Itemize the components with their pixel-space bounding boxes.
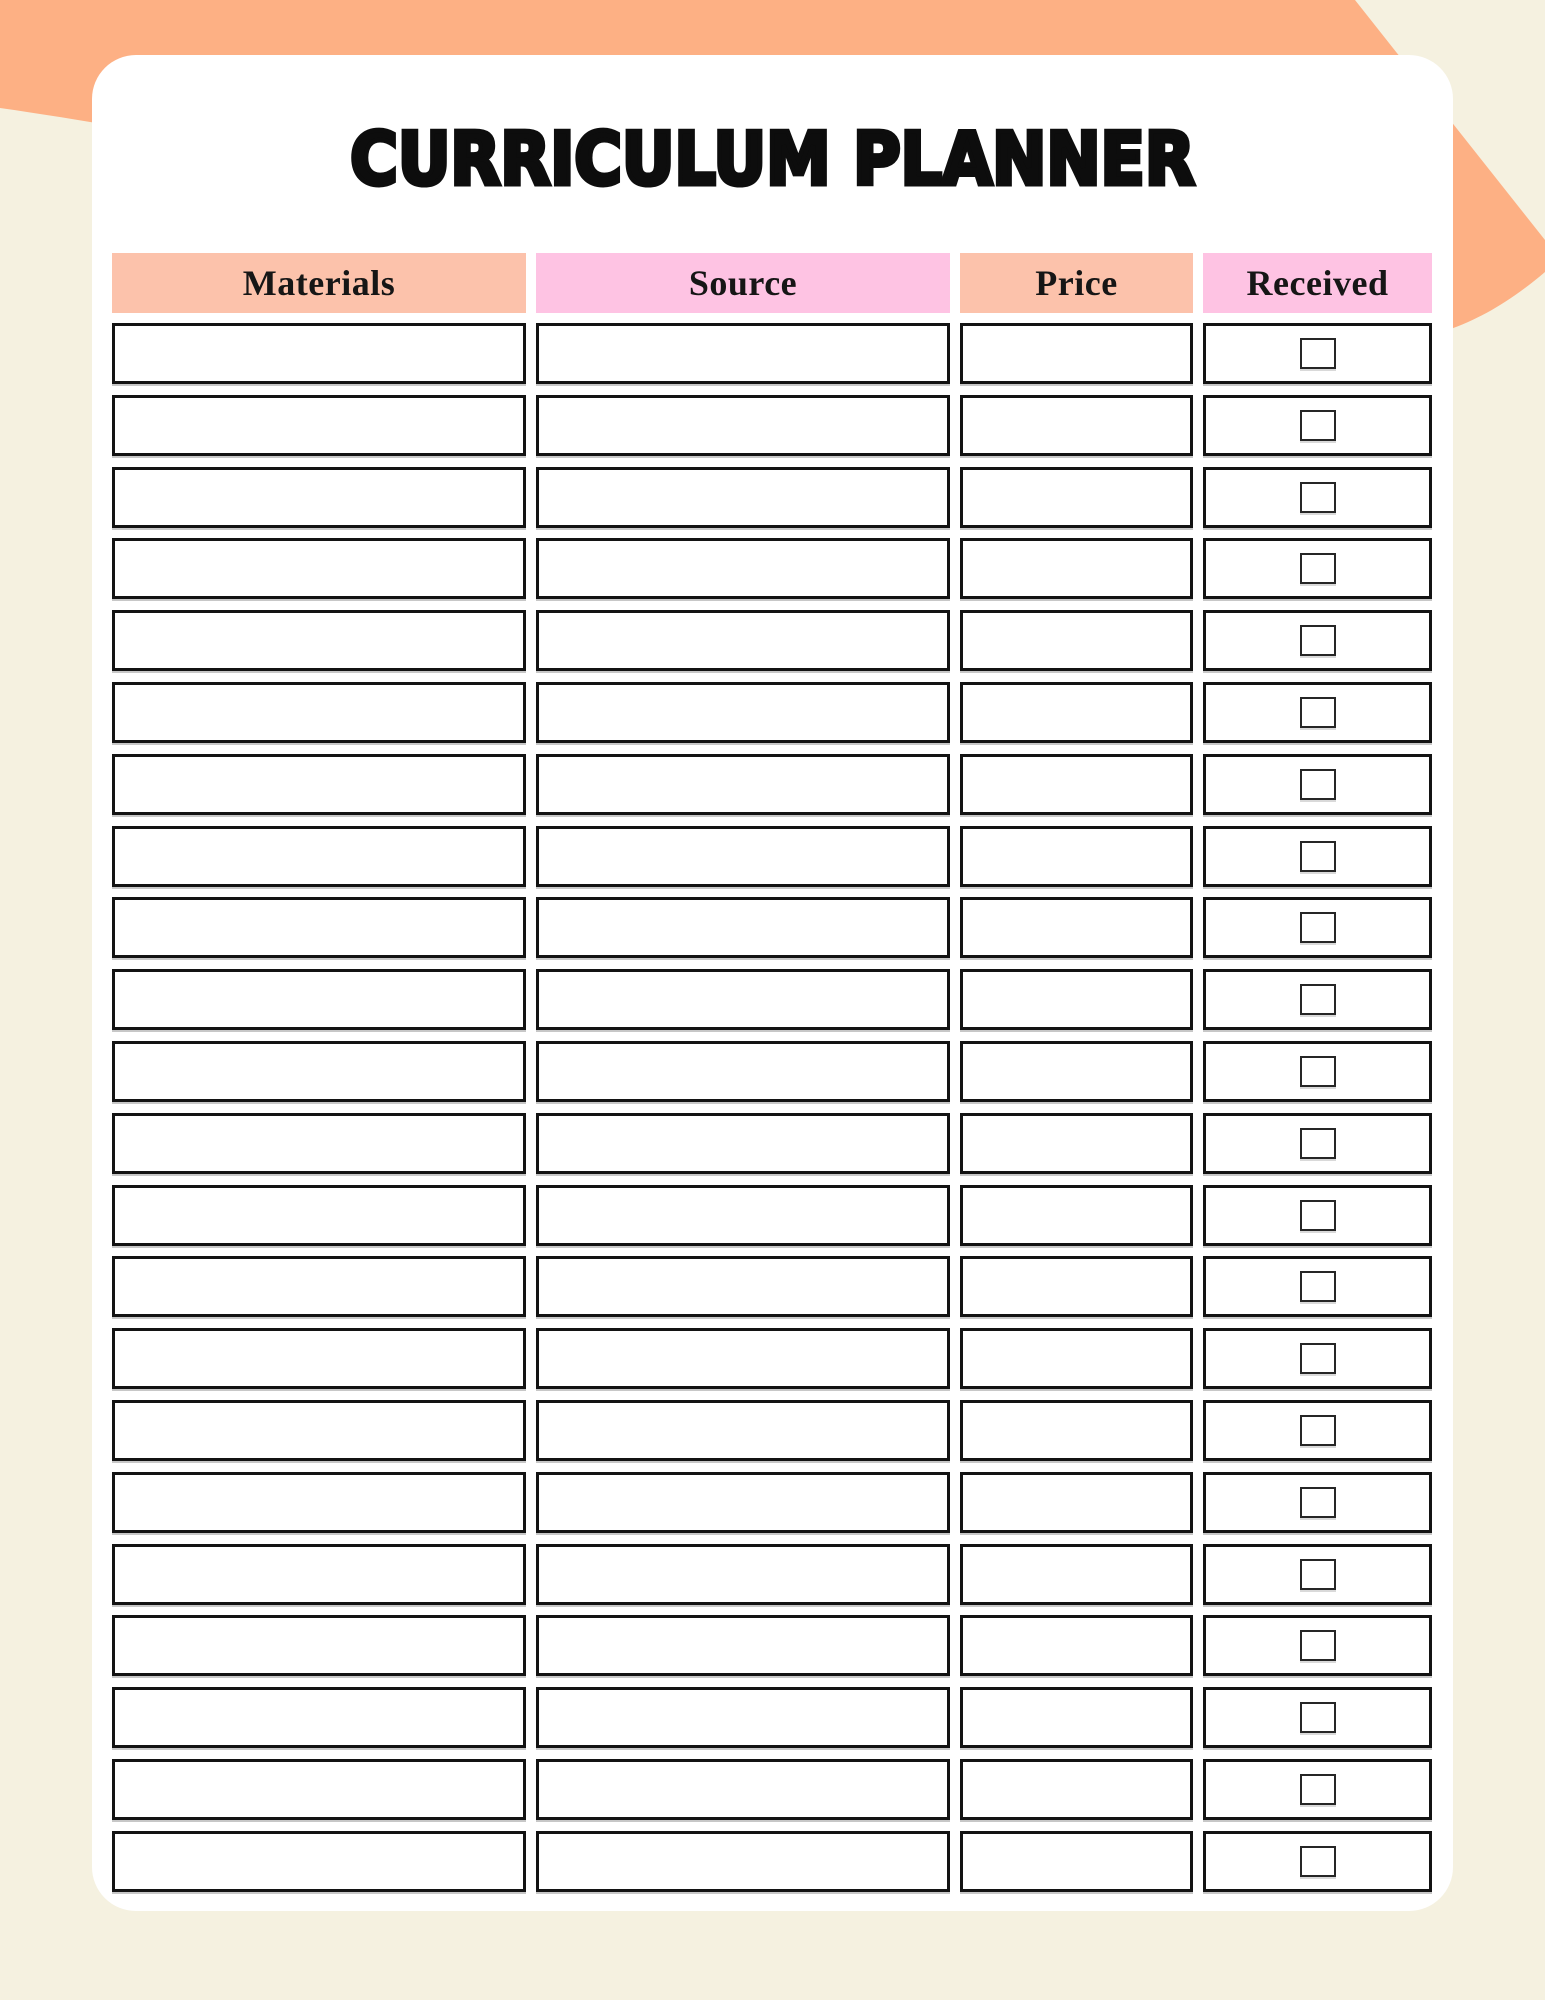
received-cell bbox=[1203, 1615, 1432, 1676]
source-cell[interactable] bbox=[536, 323, 950, 384]
source-cell[interactable] bbox=[536, 395, 950, 456]
price-cell[interactable] bbox=[960, 1328, 1193, 1389]
source-cell[interactable] bbox=[536, 1615, 950, 1676]
page-title: CURRICULUM PLANNER bbox=[350, 117, 1195, 201]
source-cell[interactable] bbox=[536, 754, 950, 815]
materials-cell[interactable] bbox=[112, 467, 526, 528]
materials-cell[interactable] bbox=[112, 1472, 526, 1533]
materials-cell[interactable] bbox=[112, 538, 526, 599]
price-cell[interactable] bbox=[960, 610, 1193, 671]
received-cell bbox=[1203, 1041, 1432, 1102]
received-cell bbox=[1203, 323, 1432, 384]
received-checkbox[interactable] bbox=[1300, 1271, 1336, 1302]
received-cell bbox=[1203, 826, 1432, 887]
price-cell[interactable] bbox=[960, 1615, 1193, 1676]
source-cell[interactable] bbox=[536, 897, 950, 958]
materials-cell[interactable] bbox=[112, 754, 526, 815]
materials-cell[interactable] bbox=[112, 1831, 526, 1892]
price-cell[interactable] bbox=[960, 395, 1193, 456]
received-cell bbox=[1203, 610, 1432, 671]
received-cell bbox=[1203, 1400, 1432, 1461]
source-cell[interactable] bbox=[536, 682, 950, 743]
column-header-received: Received bbox=[1203, 253, 1432, 313]
materials-cell[interactable] bbox=[112, 682, 526, 743]
materials-cell[interactable] bbox=[112, 897, 526, 958]
price-cell[interactable] bbox=[960, 467, 1193, 528]
table-body bbox=[112, 323, 1432, 1892]
price-cell[interactable] bbox=[960, 1759, 1193, 1820]
received-cell bbox=[1203, 538, 1432, 599]
received-cell bbox=[1203, 1256, 1432, 1317]
materials-cell[interactable] bbox=[112, 1615, 526, 1676]
received-cell bbox=[1203, 1759, 1432, 1820]
received-checkbox[interactable] bbox=[1300, 410, 1336, 441]
price-cell[interactable] bbox=[960, 323, 1193, 384]
price-cell[interactable] bbox=[960, 1472, 1193, 1533]
received-checkbox[interactable] bbox=[1300, 1200, 1336, 1231]
price-cell[interactable] bbox=[960, 682, 1193, 743]
source-cell[interactable] bbox=[536, 1472, 950, 1533]
received-checkbox[interactable] bbox=[1300, 553, 1336, 584]
source-cell[interactable] bbox=[536, 1113, 950, 1174]
source-cell[interactable] bbox=[536, 1328, 950, 1389]
received-checkbox[interactable] bbox=[1300, 1487, 1336, 1518]
received-checkbox[interactable] bbox=[1300, 338, 1336, 369]
column-header-materials: Materials bbox=[112, 253, 526, 313]
column-header-price: Price bbox=[960, 253, 1193, 313]
materials-cell[interactable] bbox=[112, 969, 526, 1030]
source-cell[interactable] bbox=[536, 969, 950, 1030]
received-checkbox[interactable] bbox=[1300, 984, 1336, 1015]
received-cell bbox=[1203, 1831, 1432, 1892]
received-cell bbox=[1203, 1113, 1432, 1174]
received-checkbox[interactable] bbox=[1300, 697, 1336, 728]
received-cell bbox=[1203, 1687, 1432, 1748]
source-cell[interactable] bbox=[536, 610, 950, 671]
price-cell[interactable] bbox=[960, 1113, 1193, 1174]
received-checkbox[interactable] bbox=[1300, 1846, 1336, 1877]
materials-cell[interactable] bbox=[112, 1256, 526, 1317]
materials-cell[interactable] bbox=[112, 1041, 526, 1102]
received-cell bbox=[1203, 1185, 1432, 1246]
received-checkbox[interactable] bbox=[1300, 482, 1336, 513]
materials-cell[interactable] bbox=[112, 1544, 526, 1605]
source-cell[interactable] bbox=[536, 1041, 950, 1102]
materials-cell[interactable] bbox=[112, 323, 526, 384]
received-checkbox[interactable] bbox=[1300, 1630, 1336, 1661]
column-header-source: Source bbox=[536, 253, 950, 313]
received-cell bbox=[1203, 1328, 1432, 1389]
price-cell[interactable] bbox=[960, 1831, 1193, 1892]
received-cell bbox=[1203, 1472, 1432, 1533]
received-cell bbox=[1203, 395, 1432, 456]
source-cell[interactable] bbox=[536, 1687, 950, 1748]
source-cell[interactable] bbox=[536, 1185, 950, 1246]
source-cell[interactable] bbox=[536, 1759, 950, 1820]
received-checkbox[interactable] bbox=[1300, 912, 1336, 943]
price-cell[interactable] bbox=[960, 1544, 1193, 1605]
materials-cell[interactable] bbox=[112, 826, 526, 887]
price-cell[interactable] bbox=[960, 754, 1193, 815]
received-cell bbox=[1203, 1544, 1432, 1605]
price-cell[interactable] bbox=[960, 1687, 1193, 1748]
price-cell[interactable] bbox=[960, 826, 1193, 887]
source-cell[interactable] bbox=[536, 1544, 950, 1605]
materials-cell[interactable] bbox=[112, 1328, 526, 1389]
source-cell[interactable] bbox=[536, 1400, 950, 1461]
materials-cell[interactable] bbox=[112, 1687, 526, 1748]
received-checkbox[interactable] bbox=[1300, 769, 1336, 800]
source-cell[interactable] bbox=[536, 467, 950, 528]
price-cell[interactable] bbox=[960, 1400, 1193, 1461]
materials-cell[interactable] bbox=[112, 1400, 526, 1461]
received-checkbox[interactable] bbox=[1300, 1056, 1336, 1087]
received-cell bbox=[1203, 467, 1432, 528]
price-cell[interactable] bbox=[960, 1256, 1193, 1317]
materials-cell[interactable] bbox=[112, 610, 526, 671]
price-cell[interactable] bbox=[960, 1041, 1193, 1102]
source-cell[interactable] bbox=[536, 1831, 950, 1892]
price-cell[interactable] bbox=[960, 969, 1193, 1030]
received-checkbox[interactable] bbox=[1300, 841, 1336, 872]
materials-cell[interactable] bbox=[112, 1759, 526, 1820]
received-cell bbox=[1203, 969, 1432, 1030]
received-checkbox[interactable] bbox=[1300, 1559, 1336, 1590]
table-header-row bbox=[112, 253, 1432, 313]
price-cell[interactable] bbox=[960, 1185, 1193, 1246]
materials-cell[interactable] bbox=[112, 1113, 526, 1174]
planner-card bbox=[92, 55, 1453, 1911]
price-cell[interactable] bbox=[960, 897, 1193, 958]
planner-table bbox=[112, 253, 1432, 1892]
received-checkbox[interactable] bbox=[1300, 1774, 1336, 1805]
received-checkbox[interactable] bbox=[1300, 1128, 1336, 1159]
source-cell[interactable] bbox=[536, 1256, 950, 1317]
received-checkbox[interactable] bbox=[1300, 1343, 1336, 1374]
received-checkbox[interactable] bbox=[1300, 625, 1336, 656]
source-cell[interactable] bbox=[536, 826, 950, 887]
materials-cell[interactable] bbox=[112, 395, 526, 456]
materials-cell[interactable] bbox=[112, 1185, 526, 1246]
received-cell bbox=[1203, 754, 1432, 815]
price-cell[interactable] bbox=[960, 538, 1193, 599]
received-checkbox[interactable] bbox=[1300, 1415, 1336, 1446]
received-cell bbox=[1203, 682, 1432, 743]
source-cell[interactable] bbox=[536, 538, 950, 599]
received-checkbox[interactable] bbox=[1300, 1702, 1336, 1733]
received-cell bbox=[1203, 897, 1432, 958]
